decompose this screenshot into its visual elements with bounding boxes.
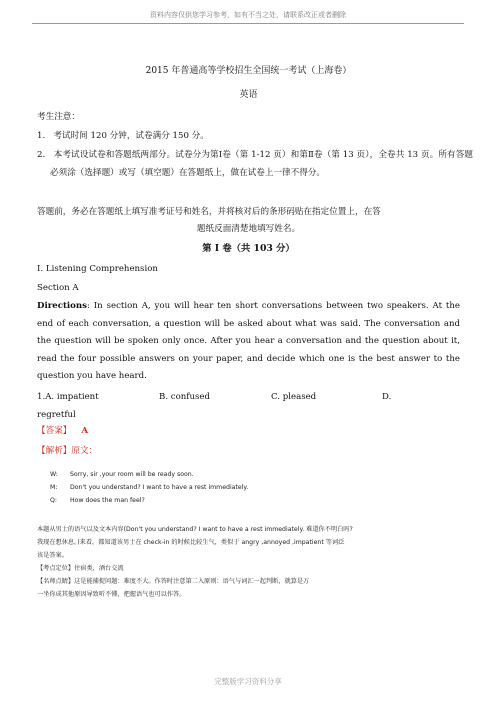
dialogue-transcript [50, 468, 480, 507]
question-1-options [37, 389, 460, 424]
notice-item-3-continuation: 题纸反面清楚地填写姓名。 [196, 224, 301, 234]
answer-value: A [81, 426, 89, 436]
notice-number: 1. [37, 131, 46, 141]
utterance: Sorry, sir ,your room will be ready soon. [70, 471, 194, 478]
section-heading: Section A [37, 283, 79, 293]
footer-note: 完整版学习资料分享 [214, 677, 282, 686]
option-d: D. [382, 392, 392, 402]
analysis-text [37, 523, 467, 601]
dialogue-line [50, 468, 480, 481]
exam-title: 2015 年普通高等学校招生全国统一考试（上海卷） [145, 66, 352, 76]
notice-heading: 考生注意： [37, 112, 80, 122]
notice-number: 2. [37, 150, 46, 160]
answer-line [37, 423, 460, 441]
analysis-line: 我现在想休息。)来看，都知道该男士在 check-in 的时候比较生气，类似于 angry ,annoyed ,impatient 等词泛 [37, 539, 345, 546]
exam-subject: 英语 [239, 90, 258, 100]
analysis-line: 【名师点睛】这是能捕捉问题：难度不大。作答时注意第二入原则：语气与词汇一起判断，就算是万 [37, 578, 310, 585]
header-rule [32, 23, 464, 24]
option-c: C. pleased [271, 392, 317, 402]
analysis-line: 该是答案。 [37, 552, 68, 559]
option-a: 1.A. impatient [37, 392, 99, 402]
utterance: Don't you understand? I want to have a rest immediately. [70, 484, 249, 491]
notice-item-3: 答题前，务必在答题纸上填写准考证号和姓名，并将核对后的条形码贴在指定位置上，在答 [37, 207, 381, 217]
header-note: 资料内容仅供您学习参考，如有不当之处，请联系改正或者删除 [150, 11, 346, 19]
option-b: B. confused [159, 392, 211, 402]
notice-item-2 [37, 147, 473, 182]
directions-label: Directions [37, 301, 87, 311]
option-d-text: regretful [37, 409, 76, 420]
speaker: M: [50, 484, 58, 491]
speaker: Q: [50, 497, 57, 504]
notice-item-1 [37, 128, 473, 146]
directions-paragraph [37, 298, 460, 386]
dialogue-line [50, 494, 480, 507]
part-heading: I. Listening Comprehension [37, 264, 158, 274]
speaker: W: [50, 471, 58, 478]
directions-text: : In section A, you will hear ten short conversations between two speakers. At the end of each conversation, a question will be asked about what was said. The conversation and the question will be spoken only once. After you hear a conversation and the question about it, read the four possible answers on your paper, and decide which one is the best answer to the question you have heard. [37, 301, 460, 381]
notice-text: 本考试设试卷和答题纸两部分。试卷分为第Ⅰ卷（第 1-12 页）和第Ⅱ卷（第 13 页），全卷共 13 页。所有答题必须涂（选择题）或写（填空题）在答题纸上，做在试卷上一律不得分。 [50, 150, 473, 178]
analysis-line: 一坐你成其他原因导致听不懂，把握语气也可以作答。 [37, 591, 186, 598]
analysis-line: 本题从男士的语气以及文本内容(Don't you understand? I want to have a rest immediately. 难道你不明白吗? [37, 526, 353, 533]
volume-heading: 第 I 卷（共 103 分） [202, 243, 295, 254]
answer-label: 【答案】 [37, 426, 72, 436]
explanation-label: 【解析】原文： [37, 446, 98, 456]
dialogue-line [50, 481, 480, 494]
notice-text: 考试时间 120 分钟，试卷满分 150 分。 [53, 131, 209, 141]
analysis-line: 【考点定位】住宿类，酒台交流 [37, 565, 124, 572]
utterance: How does the man feel? [70, 497, 145, 504]
